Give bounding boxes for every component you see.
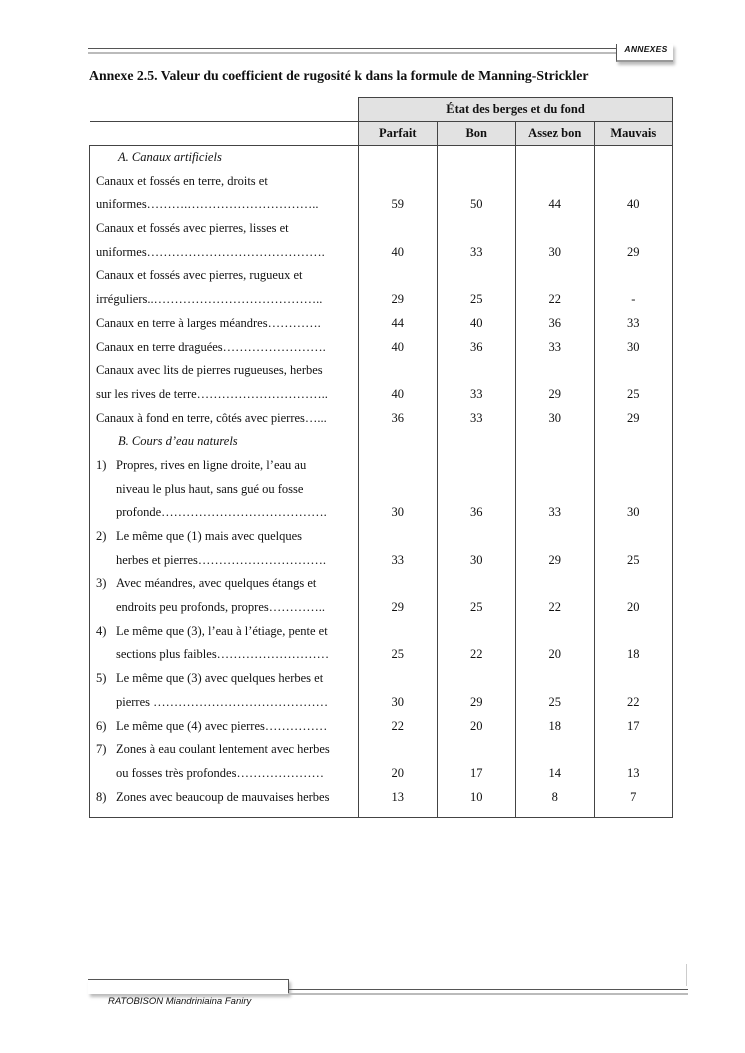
value-cell: 14 [548,765,561,780]
value-cell: 22 [470,647,483,662]
row-text: Le même que (1) mais avec quelques [116,529,303,543]
row-number: 7) [96,742,107,757]
row-description: Canaux en terre draguées……………………. [96,339,326,354]
row-text: herbes et pierres…………………………. [116,552,327,567]
value-cell: 36 [470,505,483,520]
value-cell [595,430,673,454]
value-cell [359,217,437,241]
footer-rule [288,989,688,995]
value-cell: 22 [548,600,561,615]
value-cell [438,430,516,454]
value-cell: 30 [391,694,404,709]
value-cell: 40 [391,386,404,401]
value-cell [438,620,516,644]
value-cell: - [631,292,636,307]
row-description [90,715,358,739]
value-cell [438,264,516,288]
column-header-parfait: Parfait [359,122,438,146]
value-cell: 29 [391,600,404,615]
value-cell [516,217,594,241]
header-blank-cell [90,98,359,122]
value-cell: 33 [470,386,483,401]
value-cell: 29 [548,386,561,401]
value-cell: 30 [470,552,483,567]
header-blank-cell [90,122,359,146]
value-cell [359,359,437,383]
value-cell [516,264,594,288]
value-cell [438,667,516,691]
header-label: ANNEXES [624,44,668,54]
value-cell: 30 [627,505,640,520]
value-cell: 17 [627,718,640,733]
value-cell [359,170,437,194]
value-cell [516,478,594,502]
value-cell: 33 [470,410,483,425]
value-cell: 18 [548,718,561,733]
value-cell [438,359,516,383]
row-number: 3) [96,576,107,591]
row-description [90,786,358,810]
value-cell: 44 [548,197,561,212]
value-cell [595,454,673,478]
value-cell: 25 [391,647,404,662]
row-description [90,762,358,786]
value-cell [516,572,594,596]
column-header-bon: Bon [437,122,516,146]
value-cell [516,430,594,454]
value-cell: 30 [627,339,640,354]
value-cell [438,146,516,170]
row-text: pierres …………………………………… [116,694,329,709]
side-mark [686,964,687,986]
value-cell [595,572,673,596]
description-column [90,146,359,818]
value-cell [595,667,673,691]
value-cell: 7 [630,789,637,804]
value-cell [359,264,437,288]
row-description [90,738,358,762]
value-cell: 10 [470,789,483,804]
row-description: Canaux et fossés avec pierres, lisses et [96,221,289,236]
value-cell: 29 [627,410,640,425]
value-cell: 13 [627,765,640,780]
row-description: sur les rives de terre………………………….. [96,386,328,401]
row-number: 6) [96,718,107,733]
value-cell: 33 [391,552,404,567]
row-text: ou fosses très profondes………………… [116,765,324,780]
column-header-mauvais: Mauvais [594,122,673,146]
row-text: Le même que (3), l’eau à l’étiage, pente et [116,623,328,638]
row-number: 2) [96,529,107,543]
row-text: profonde…………………………………. [116,505,327,520]
value-cell: 33 [548,505,561,520]
value-cell: 20 [627,600,640,615]
value-cell: 29 [470,694,483,709]
row-text: niveau le plus haut, sans gué ou fosse [116,481,304,496]
value-cell [516,146,594,170]
value-cell: 29 [391,292,404,307]
row-description: Canaux et fossés en terre, droits et [96,173,268,188]
row-number: 4) [96,623,107,638]
value-cell: 22 [391,718,404,733]
row-description [90,667,358,691]
header-rule [88,48,616,54]
value-cell [595,620,673,644]
row-text: sections plus faibles……………………… [116,647,330,662]
value-cell [595,478,673,502]
row-text: Le même que (4) avec pierres…………… [116,718,328,733]
row-description [90,501,358,525]
value-cell [516,525,594,549]
section-heading: A. Canaux artificiels [118,150,222,164]
value-cell: 29 [627,244,640,259]
value-cell [595,264,673,288]
value-cell [595,525,673,549]
row-text: Zones avec beaucoup de mauvaises herbes [116,789,330,804]
row-text: Avec méandres, avec quelques étangs et [116,576,317,591]
footer-author: RATOBISON Miandriniaina Faniry [108,996,252,1007]
value-cell: 17 [470,765,483,780]
column-header-assez-bon: Assez bon [516,122,595,146]
value-cell [438,217,516,241]
row-description: uniformes……………………………………. [96,244,325,259]
value-cell: 25 [627,386,640,401]
row-text: Le même que (3) avec quelques herbes et [116,671,324,686]
group-header: État des berges et du fond [359,98,673,122]
roughness-table [89,97,673,818]
value-cell: 33 [627,315,640,330]
assez-bon-column [516,146,595,818]
row-description [90,620,358,644]
value-cell [438,170,516,194]
value-cell: 8 [551,789,558,804]
annex-title: Annexe 2.5. Valeur du coefficient de rugosité k dans la formule de Manning-Strickler [89,68,589,83]
row-description [90,549,358,573]
value-cell: 36 [470,339,483,354]
value-cell [438,454,516,478]
value-cell [438,572,516,596]
row-description [90,691,358,715]
value-cell [516,359,594,383]
parfait-column [359,146,438,818]
section-heading: B. Cours d’eau naturels [118,434,238,449]
value-cell: 25 [470,600,483,615]
row-description: Canaux avec lits de pierres rugueuses, herbes [96,363,323,378]
value-cell: 36 [391,410,404,425]
value-cell [516,170,594,194]
row-description [90,454,358,478]
value-cell [359,620,437,644]
value-cell: 40 [470,315,483,330]
value-cell: 40 [391,339,404,354]
row-description: Canaux à fond en terre, côtés avec pierres…... [96,410,327,425]
value-cell: 25 [548,694,561,709]
row-description [90,572,358,596]
value-cell: 40 [627,197,640,212]
value-cell [516,738,594,762]
value-cell: 29 [548,552,561,567]
value-cell: 30 [548,244,561,259]
value-cell [359,146,437,170]
row-text: Propres, rives en ligne droite, l’eau au [116,457,307,472]
row-description [90,596,358,620]
value-cell [359,430,437,454]
value-cell [595,170,673,194]
value-cell: 50 [470,197,483,212]
value-cell [516,454,594,478]
value-cell [359,478,437,502]
value-cell [438,525,516,549]
value-cell [359,667,437,691]
value-cell: 33 [548,339,561,354]
value-cell [438,478,516,502]
value-cell: 22 [548,292,561,307]
value-cell [359,572,437,596]
value-cell [359,454,437,478]
row-description: Canaux en terre à larges méandres…………. [96,315,321,330]
value-cell [359,738,437,762]
value-cell [595,217,673,241]
value-cell: 44 [391,315,404,330]
value-cell [595,359,673,383]
value-cell [516,667,594,691]
mauvais-column [594,146,673,818]
value-cell: 30 [391,505,404,520]
value-cell: 25 [470,292,483,307]
value-cell [595,146,673,170]
value-cell: 18 [627,647,640,662]
row-text: Zones à eau coulant lentement avec herbes [116,742,330,757]
value-cell: 20 [470,718,483,733]
value-cell: 40 [391,244,404,259]
bon-column [437,146,516,818]
row-description [90,525,358,549]
row-description [90,478,358,502]
value-cell: 20 [548,647,561,662]
value-cell: 30 [548,410,561,425]
value-cell: 59 [391,197,404,212]
row-description [90,643,358,667]
row-number: 1) [96,457,107,472]
value-cell: 22 [627,694,640,709]
value-cell: 25 [627,552,640,567]
row-description: uniformes……….………………………….. [96,197,319,212]
value-cell: 13 [391,789,404,804]
value-cell [359,525,437,549]
value-cell [595,738,673,762]
row-description: irréguliers..………………………………….. [96,292,323,307]
value-cell: 20 [391,765,404,780]
row-number: 5) [96,671,107,686]
value-cell [438,738,516,762]
value-cell: 36 [548,315,561,330]
row-text: endroits peu profonds, propres………….. [116,600,325,615]
row-description: Canaux et fossés avec pierres, rugueux et [96,268,303,283]
value-cell [516,620,594,644]
value-cell: 33 [470,244,483,259]
row-number: 8) [96,789,107,804]
footer-tab [88,979,289,994]
